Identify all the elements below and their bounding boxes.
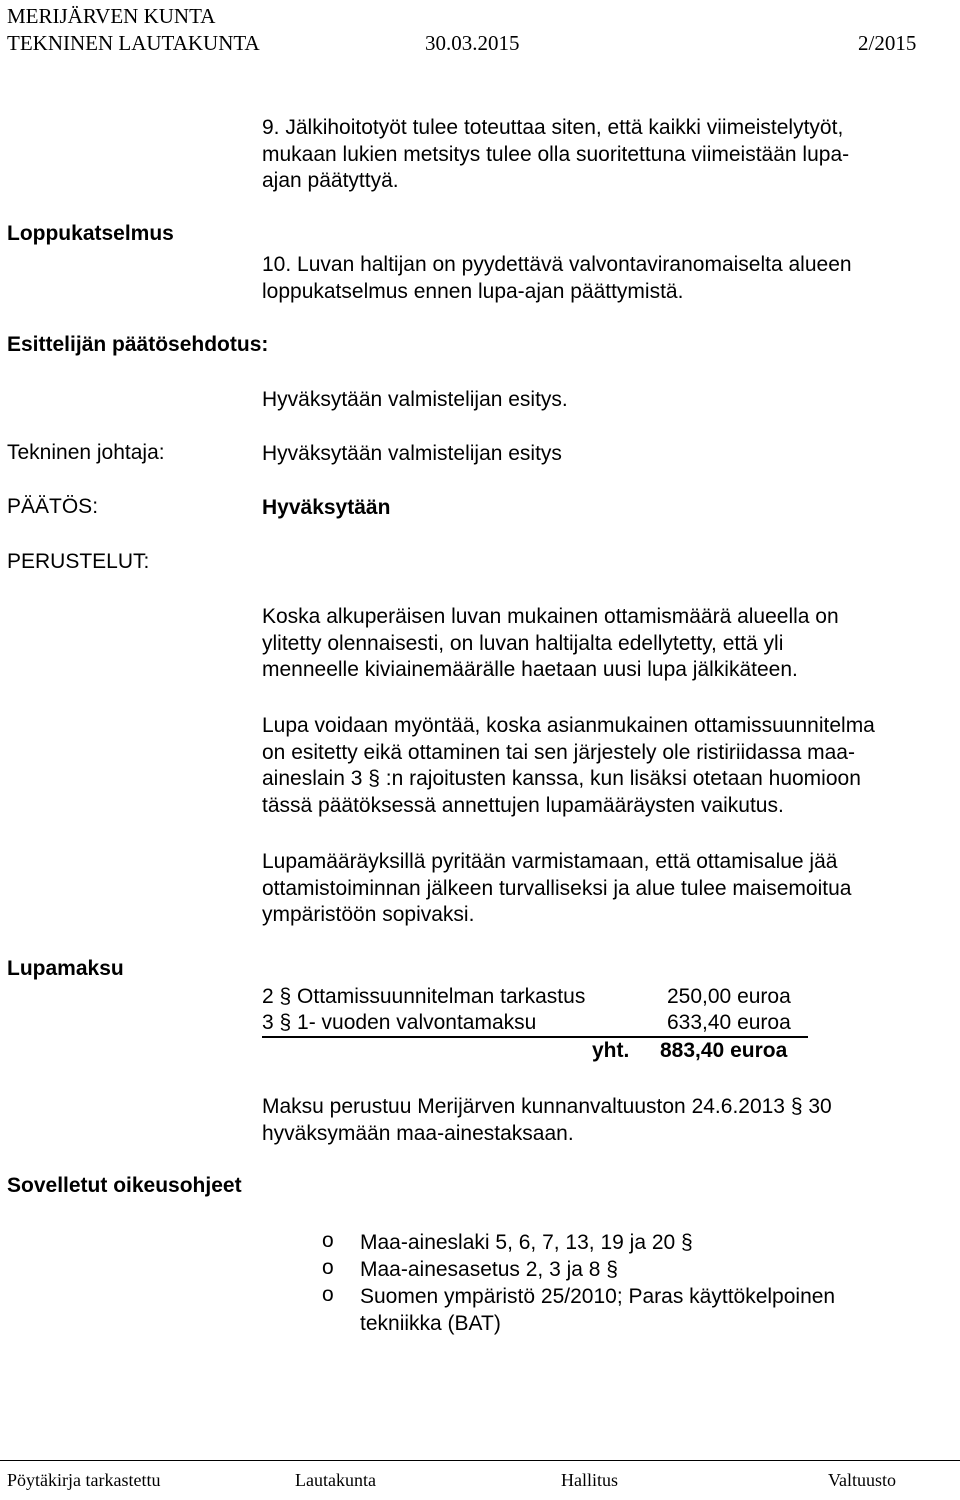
- paragraph-line: ylitetty olennaisesti, on luvan haltijalta edellytetty, että yli: [262, 631, 784, 655]
- header-board: TEKNINEN LAUTAKUNTA: [7, 31, 260, 55]
- legal-item-line: Suomen ympäristö 25/2010; Paras käyttökelpoinen: [360, 1285, 836, 1308]
- header-org: MERIJÄRVEN KUNTA: [7, 4, 216, 28]
- legal-item-line: Maa-ainesasetus 2, 3 ja 8 §: [360, 1258, 618, 1281]
- grounds-paragraph-2: [262, 713, 875, 819]
- fee-row-underlined: [262, 1011, 808, 1039]
- item-9-line: mukaan lukien metsitys tulee olla suoritettuna viimeistään lupa-: [262, 142, 850, 166]
- header-page: 2/2015: [858, 31, 917, 55]
- paragraph-line: Maksu perustuu Merijärven kunnanvaltuuston 24.6.2013 § 30: [262, 1095, 832, 1118]
- fee-row-amount: 633,40 euroa: [667, 1011, 791, 1034]
- decision-label: PÄÄTÖS:: [7, 495, 99, 518]
- paragraph-line: ottamistoiminnan jälkeen turvalliseksi ja alue tulee maisemoitua: [262, 876, 852, 900]
- item-9: [262, 115, 849, 195]
- paragraph-line: Koska alkuperäisen luvan mukainen ottamismäärä alueella on: [262, 605, 839, 628]
- item-9-line: ajan päätyttyä.: [262, 169, 399, 193]
- fee-row-amount: 250,00 euroa: [667, 985, 791, 1008]
- item-9-line: 9. Jälkihoitotyöt tulee toteuttaa siten, että kaikki viimeistelytyöt,: [262, 116, 844, 139]
- proposal-text: Hyväksytään valmistelijan esitys.: [262, 388, 568, 411]
- legal-item: [360, 1283, 835, 1337]
- director-label: Tekninen johtaja:: [7, 441, 165, 464]
- legal-item: [360, 1229, 693, 1256]
- footer-rule: [0, 1460, 960, 1461]
- item-10: [262, 252, 852, 305]
- paragraph-line: Lupa voidaan myöntää, koska asianmukainen ottamissuunnitelma: [262, 714, 875, 737]
- footer-item: Hallitus: [561, 1470, 618, 1490]
- fee-label: Lupamaksu: [7, 957, 124, 980]
- footer-item: Lautakunta: [295, 1470, 376, 1490]
- bullet-marker: o: [322, 1283, 334, 1306]
- grounds-label: PERUSTELUT:: [7, 550, 150, 573]
- paragraph-line: Lupamääräyksillä pyritään varmistamaan, että ottamisalue jää: [262, 850, 838, 873]
- grounds-paragraph-3: [262, 849, 851, 929]
- item-10-line: 10. Luvan haltijan on pyydettävä valvontaviranomaiselta alueen: [262, 253, 852, 276]
- paragraph-line: aineslain 3 § :n rajoitusten kanssa, kun lisäksi otetaan huomioon: [262, 767, 861, 791]
- proposal-label: Esittelijän päätösehdotus:: [7, 333, 269, 356]
- grounds-paragraph-1: [262, 604, 839, 684]
- legal-item: [360, 1256, 618, 1283]
- header-date: 30.03.2015: [425, 31, 520, 55]
- paragraph-line: menneelle kiviainemäärälle haetaan uusi lupa jälkikäteen.: [262, 658, 798, 682]
- fee-underline: [262, 1036, 808, 1038]
- footer-item: Valtuusto: [828, 1470, 897, 1490]
- fee-total-amount: 883,40 euroa: [660, 1039, 788, 1062]
- director-text: Hyväksytään valmistelijan esitys: [262, 442, 562, 465]
- paragraph-line: ympäristöön sopivaksi.: [262, 903, 475, 927]
- fee-row-desc: 2 § Ottamissuunnitelman tarkastus: [262, 985, 586, 1008]
- loppukatselmus-label: Loppukatselmus: [7, 222, 174, 245]
- footer-item: Pöytäkirja tarkastettu: [7, 1470, 161, 1490]
- item-10-line: loppukatselmus ennen lupa-ajan päättymistä.: [262, 279, 684, 303]
- bullet-marker: o: [322, 1229, 334, 1252]
- decision-text: Hyväksytään: [262, 496, 391, 519]
- paragraph-line: on esitetty eikä ottaminen tai sen järjestely ole ristiriidassa maa-: [262, 740, 855, 764]
- paragraph-line: hyväksymään maa-ainestaksaan.: [262, 1121, 574, 1145]
- paragraph-line: tässä päätöksessä annettujen lupamääräysten vaikutus.: [262, 793, 784, 817]
- fee-basis: [262, 1094, 832, 1147]
- fee-row-desc: 3 § 1- vuoden valvontamaksu: [262, 1011, 537, 1034]
- legal-item-line: Maa-aineslaki 5, 6, 7, 13, 19 ja 20 §: [360, 1231, 693, 1254]
- legal-label: Sovelletut oikeusohjeet: [7, 1174, 242, 1197]
- bullet-marker: o: [322, 1256, 334, 1279]
- fee-total-label: yht.: [592, 1039, 630, 1062]
- legal-item-line: tekniikka (BAT): [360, 1312, 501, 1335]
